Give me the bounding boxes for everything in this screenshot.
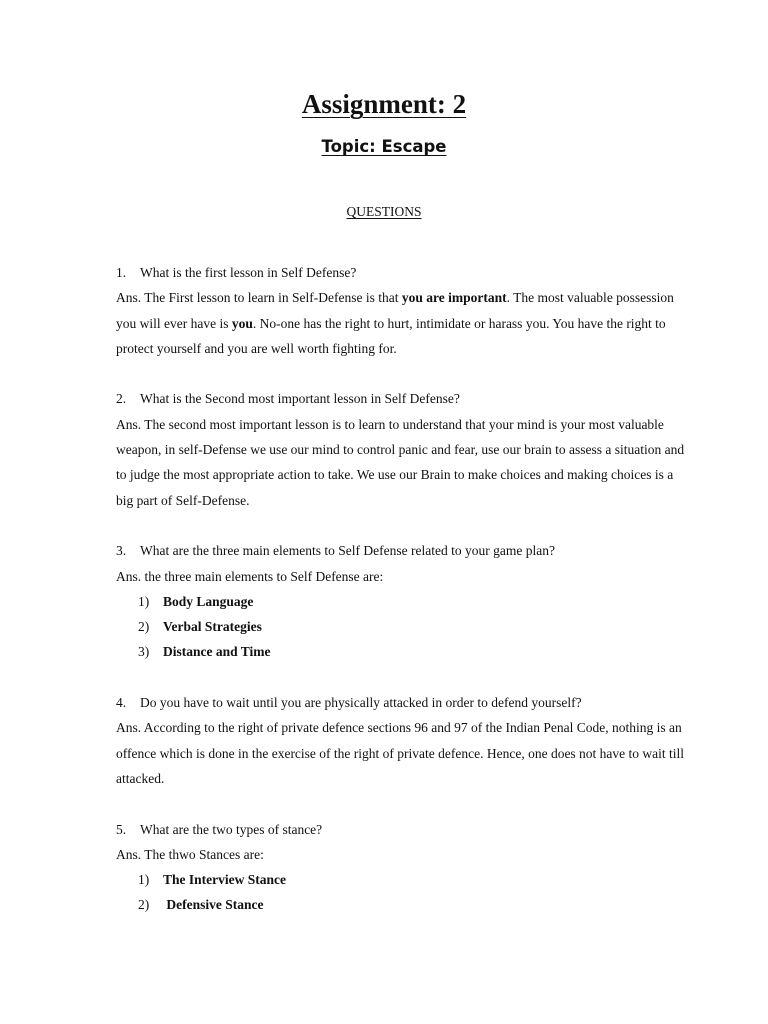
- answer-1: [116, 285, 686, 361]
- list-item-number: 1): [138, 872, 150, 888]
- qa-content: [116, 260, 686, 943]
- list-item-number: 1): [138, 593, 150, 609]
- list-item-text: The Interview Stance: [163, 872, 286, 888]
- list-item-text: Distance and Time: [163, 644, 271, 660]
- list-item: [138, 589, 686, 614]
- list-item-number: 2): [138, 619, 150, 635]
- qa-item-3: [116, 538, 686, 664]
- qa-item-5: [116, 817, 686, 918]
- elements-list: [116, 589, 686, 665]
- question-number: 2.: [116, 391, 127, 407]
- question-number: 3.: [116, 543, 127, 559]
- qa-item-1: [116, 260, 686, 361]
- answer-text: . No-one has the right to hurt, intimidate or harass you. You have the right to protect yourself and you are well worth fighting for.: [116, 315, 666, 356]
- topic-heading: Topic: Escape: [321, 137, 447, 156]
- list-item-number: 3): [138, 644, 150, 660]
- list-item: [138, 614, 686, 639]
- qa-item-4: [116, 690, 686, 791]
- answer-4: Ans. According to the right of private defence sections 96 and 97 of the Indian Penal Code, nothing is an offence which is done in the exercise of the right of private defence. Hence, one does not have to wait till attacked.: [116, 720, 685, 786]
- list-item-text: Defensive Stance: [163, 897, 264, 913]
- answer-text: . The most valuable possession you will ever have is: [116, 290, 674, 331]
- question-number: 1.: [116, 265, 127, 280]
- question-text: What is the Second most important lesson in Self Defense?: [140, 391, 460, 407]
- answer-5: Ans. The thwo Stances are:: [116, 846, 264, 862]
- assignment-title: Assignment: 2: [301, 89, 467, 119]
- answer-2: Ans. The second most important lesson is to learn to understand that your mind is your most valuable weapon, in self-Defense we use our mind to control panic and fear, use our brain to assess a situation and to judge the most appropriate action to take. We use our Brain to make choices and making choices is a big part of Self-Defense.: [116, 416, 685, 508]
- list-item: [138, 867, 686, 892]
- question-text: Do you have to wait until you are physically attacked in order to defend yourself?: [140, 695, 582, 711]
- question-text: What are the two types of stance?: [140, 821, 323, 837]
- question-number: 5.: [116, 821, 127, 837]
- answer-emphasis: you: [231, 315, 253, 331]
- qa-item-2: [116, 386, 686, 512]
- list-item-text: Verbal Strategies: [163, 619, 262, 635]
- questions-heading: QUESTIONS: [346, 204, 422, 219]
- answer-text: Ans. The First lesson to learn in Self-Defense is that: [116, 290, 402, 306]
- question-text: What are the three main elements to Self Defense related to your game plan?: [140, 543, 555, 559]
- question-4: [116, 690, 686, 715]
- list-item-text: Body Language: [163, 593, 254, 609]
- answer-3: Ans. the three main elements to Self Defense are:: [116, 568, 384, 584]
- question-5: [116, 817, 686, 842]
- question-1: [116, 260, 686, 285]
- question-text: What is the first lesson in Self Defense?: [140, 265, 357, 280]
- list-item-number: 2): [138, 897, 150, 913]
- stances-list: [116, 867, 686, 918]
- list-item: [138, 639, 686, 664]
- question-2: [116, 386, 686, 411]
- list-item: [138, 892, 686, 917]
- answer-emphasis: you are important: [401, 290, 507, 306]
- question-number: 4.: [116, 695, 127, 711]
- question-3: [116, 538, 686, 563]
